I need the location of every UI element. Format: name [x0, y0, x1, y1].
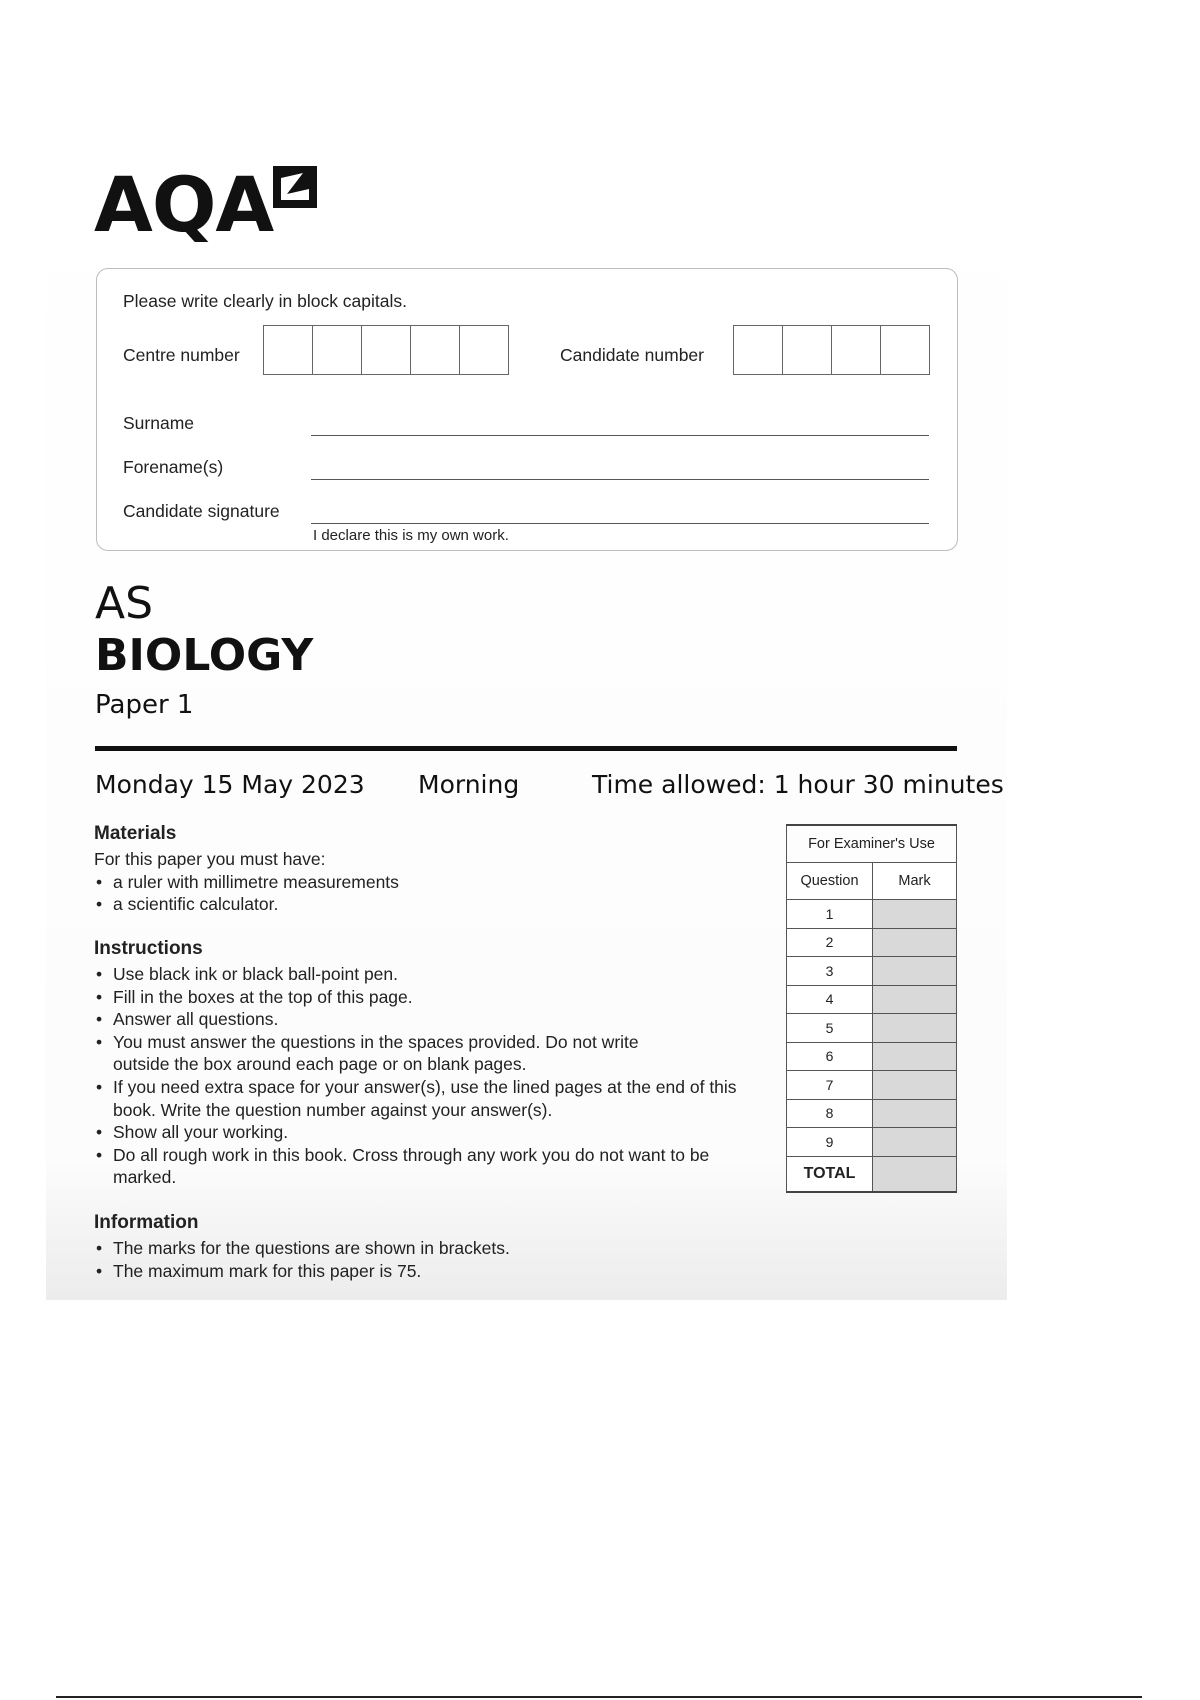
candidate-details-box — [96, 268, 958, 551]
instruction-item: • Do all rough work in this book. Cross through any work you do not want to be marked. — [94, 1144, 733, 1189]
forename-field[interactable] — [311, 479, 929, 480]
instruction-item: • Answer all questions. — [94, 1008, 774, 1031]
table-row — [787, 957, 957, 986]
table-row — [787, 900, 957, 929]
mark-cell — [873, 928, 957, 957]
mark-cell — [873, 900, 957, 929]
page-bottom-rule — [56, 1696, 1142, 1698]
table-row — [787, 985, 957, 1014]
examiner-use-table — [786, 824, 957, 1193]
aqa-logo-text: AQA — [94, 160, 274, 249]
surname-label: Surname — [123, 413, 195, 433]
mark-cell — [873, 957, 957, 986]
examiner-table-title: For Examiner's Use — [787, 825, 957, 863]
aqa-logo-mark-icon — [269, 164, 321, 216]
instruction-item: • Use black ink or black ball-point pen. — [94, 963, 774, 986]
mark-cell — [873, 1014, 957, 1043]
question-number: 1 — [787, 900, 873, 929]
candidate-number-boxes[interactable] — [733, 325, 930, 375]
signature-field[interactable] — [311, 523, 929, 524]
instruction-item: • You must answer the questions in the spaces provided. Do not write outside the box around each page or on blank pages. — [94, 1031, 693, 1076]
centre-digit-box[interactable] — [362, 326, 411, 374]
table-row — [787, 928, 957, 957]
information-item: • The marks for the questions are shown in brackets. — [94, 1237, 774, 1260]
centre-digit-box[interactable] — [313, 326, 362, 374]
centre-number-label: Centre number — [123, 345, 240, 365]
information-item: • The maximum mark for this paper is 75. — [94, 1260, 774, 1283]
materials-item: • a ruler with millimetre measurements — [94, 871, 774, 894]
exam-subject: BIOLOGY — [95, 630, 314, 681]
candidate-number-label: Candidate number — [560, 345, 704, 365]
forename-label: Forename(s) — [123, 457, 224, 477]
instruction-item: • Show all your working. — [94, 1121, 774, 1144]
table-row — [787, 1014, 957, 1043]
exam-level: AS — [95, 578, 154, 629]
information-heading: Information — [94, 1212, 199, 1233]
total-row — [787, 1156, 957, 1192]
materials-heading: Materials — [94, 823, 177, 844]
exam-date: Monday 15 May 2023 — [95, 770, 365, 799]
question-number: 4 — [787, 985, 873, 1014]
aqa-logo — [94, 160, 324, 250]
mark-cell — [873, 1128, 957, 1157]
total-mark-cell — [873, 1156, 957, 1192]
instructions-heading: Instructions — [94, 938, 203, 959]
instruction-item: • Fill in the boxes at the top of this page. — [94, 986, 774, 1009]
mark-cell — [873, 985, 957, 1014]
signature-label: Candidate signature — [123, 501, 280, 521]
candidate-digit-box[interactable] — [734, 326, 783, 374]
centre-digit-box[interactable] — [264, 326, 313, 374]
table-row — [787, 1042, 957, 1071]
materials-item: • a scientific calculator. — [94, 893, 774, 916]
table-row — [787, 1071, 957, 1100]
question-number: 9 — [787, 1128, 873, 1157]
block-capitals-instruction: Please write clearly in block capitals. — [123, 291, 408, 311]
mark-column-header: Mark — [873, 863, 957, 900]
question-number: 2 — [787, 928, 873, 957]
centre-digit-box[interactable] — [460, 326, 508, 374]
centre-number-boxes[interactable] — [263, 325, 509, 375]
instruction-item: • If you need extra space for your answer(s), use the lined pages at the end of this book. Write the question number against your answer(s). — [94, 1076, 773, 1121]
question-number: 8 — [787, 1099, 873, 1128]
time-allowed: Time allowed: 1 hour 30 minutes — [592, 770, 1004, 799]
instructions-section — [94, 937, 774, 1189]
title-divider — [95, 746, 957, 751]
mark-cell — [873, 1042, 957, 1071]
table-row — [787, 1099, 957, 1128]
question-number: 3 — [787, 957, 873, 986]
centre-digit-box[interactable] — [411, 326, 460, 374]
materials-section — [94, 822, 774, 916]
mark-cell — [873, 1071, 957, 1100]
information-section — [94, 1211, 774, 1282]
candidate-digit-box[interactable] — [832, 326, 881, 374]
question-number: 5 — [787, 1014, 873, 1043]
materials-intro: For this paper you must have: — [94, 849, 326, 869]
declaration-text: I declare this is my own work. — [313, 527, 509, 544]
exam-paper: Paper 1 — [95, 690, 194, 720]
total-label: TOTAL — [787, 1156, 873, 1192]
question-number: 7 — [787, 1071, 873, 1100]
candidate-digit-box[interactable] — [881, 326, 929, 374]
exam-session: Morning — [418, 770, 520, 799]
surname-field[interactable] — [311, 435, 929, 436]
question-column-header: Question — [787, 863, 873, 900]
table-row — [787, 1128, 957, 1157]
candidate-digit-box[interactable] — [783, 326, 832, 374]
question-number: 6 — [787, 1042, 873, 1071]
mark-cell — [873, 1099, 957, 1128]
